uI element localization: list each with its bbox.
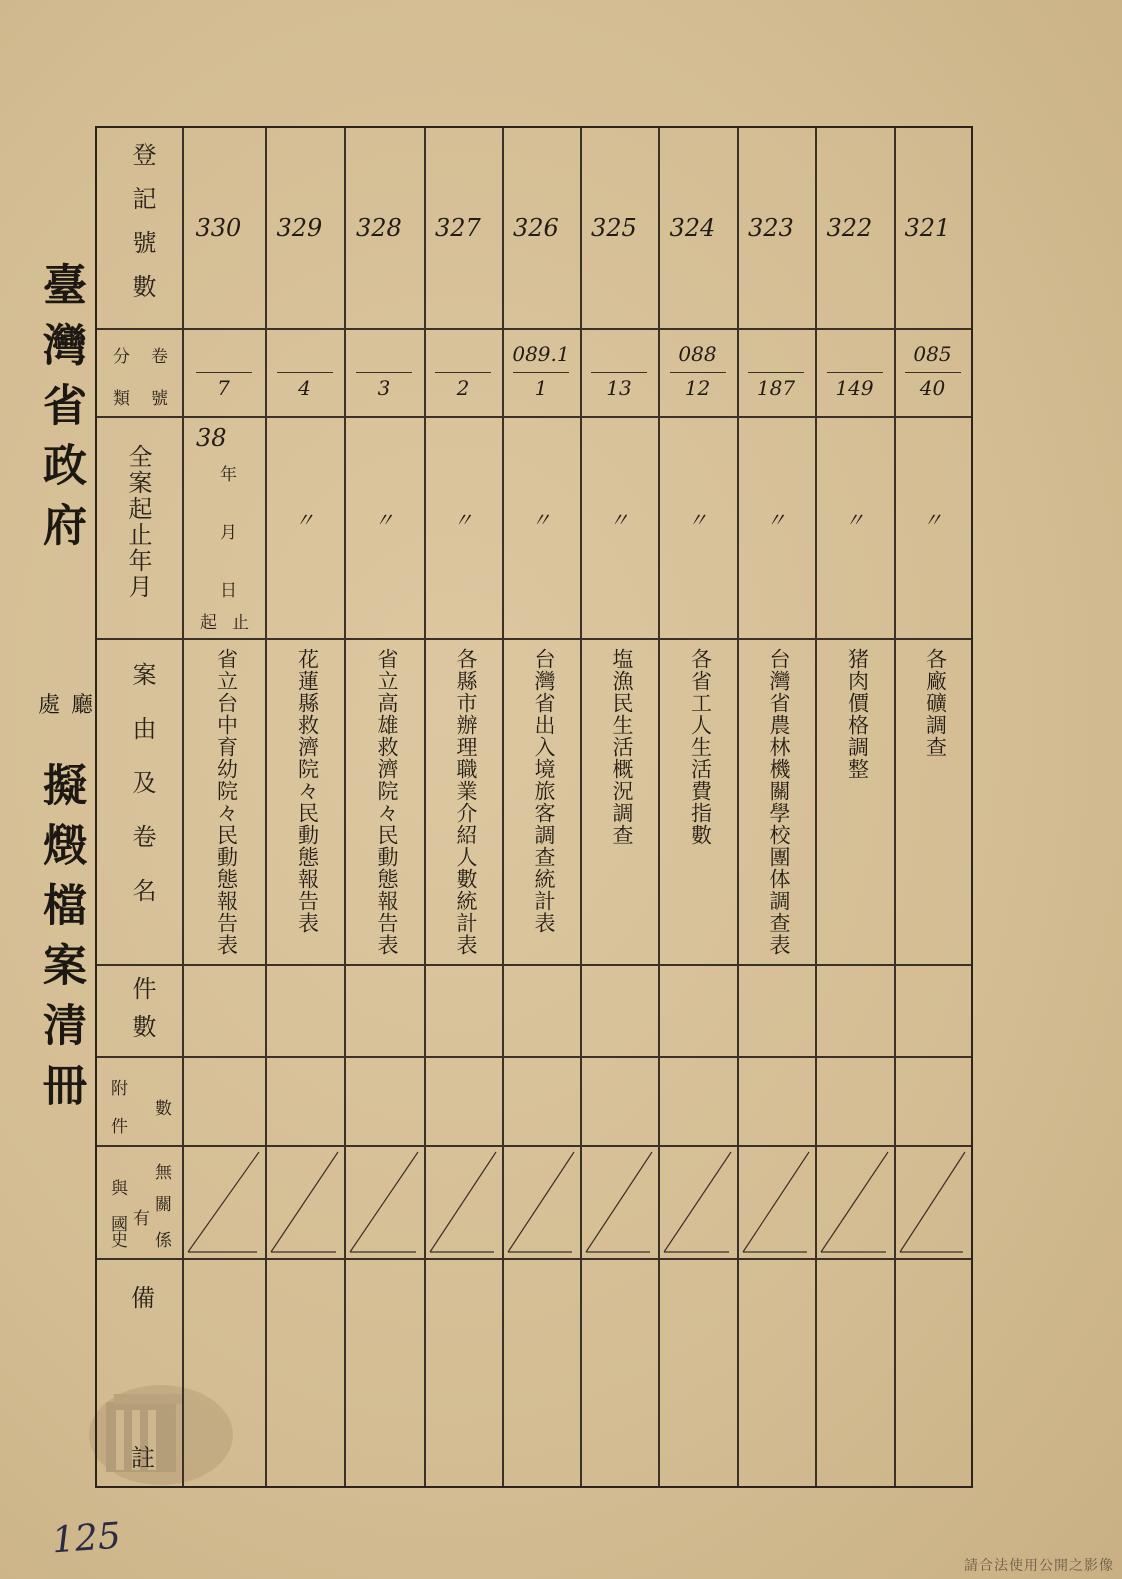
period-ditto: 〃 bbox=[374, 508, 394, 532]
period-ditto: 〃 bbox=[453, 508, 473, 532]
document-subtitle: 擬燬檔案清冊 bbox=[35, 762, 86, 1122]
period-ditto: 〃 bbox=[609, 508, 629, 532]
history-slash bbox=[350, 1152, 418, 1252]
header-count: 件數 bbox=[128, 976, 156, 1052]
class-code-top: 089.1 bbox=[512, 342, 570, 366]
usage-watermark: 請合法使用公開之影像 bbox=[964, 1558, 1114, 1574]
header-class-top-right: 卷 bbox=[151, 347, 168, 367]
class-code-bottom: 12 bbox=[684, 376, 711, 400]
history-slash bbox=[664, 1152, 731, 1252]
history-slash bbox=[900, 1152, 965, 1252]
history-slash bbox=[430, 1152, 496, 1252]
header-hist-6: 係 bbox=[155, 1231, 172, 1251]
header-class-top-left: 分 bbox=[113, 347, 130, 367]
class-code-top: 085 bbox=[913, 342, 952, 366]
class-code-top: 088 bbox=[678, 342, 717, 366]
period-ditto: 〃 bbox=[922, 508, 943, 532]
registration-number: 329 bbox=[276, 214, 323, 242]
registration-number: 328 bbox=[356, 214, 402, 242]
header-hist-2: 與 bbox=[111, 1179, 128, 1199]
history-slash bbox=[743, 1152, 809, 1252]
header-hist-3: 關 bbox=[155, 1195, 172, 1215]
period-ditto: 〃 bbox=[687, 508, 708, 532]
case-title: 各縣市辦理職業介紹人數統計表 bbox=[454, 648, 478, 956]
header-remark-1: 備 bbox=[131, 1284, 155, 1312]
case-title: 省立台中育幼院々民動態報告表 bbox=[214, 648, 239, 956]
registration-number: 330 bbox=[195, 214, 242, 242]
register-table bbox=[95, 126, 973, 1488]
header-class-bot-left: 類 bbox=[113, 389, 130, 409]
period-end-label: 止 bbox=[232, 613, 249, 633]
period-month-label: 月 bbox=[220, 523, 237, 543]
header-attach-a: 附 bbox=[111, 1079, 128, 1099]
header-period: 全案起止年月 bbox=[124, 444, 152, 600]
class-code-bottom: 3 bbox=[377, 376, 391, 400]
class-code-bottom: 13 bbox=[606, 376, 632, 400]
registration-number: 325 bbox=[591, 214, 637, 242]
period-ditto: 〃 bbox=[844, 508, 865, 532]
period-ditto: 〃 bbox=[766, 508, 786, 532]
history-slash bbox=[821, 1152, 888, 1252]
case-title: 省立高雄救濟院々民動態報告表 bbox=[375, 648, 399, 956]
period-start-label: 起 bbox=[200, 613, 217, 633]
case-title: 各省工人生活費指數 bbox=[688, 648, 713, 846]
class-code-bottom: 2 bbox=[456, 376, 470, 400]
header-class-bot-right: 號 bbox=[151, 389, 168, 409]
period-day-label: 日 bbox=[220, 581, 237, 601]
registration-number: 327 bbox=[435, 214, 481, 242]
registration-number: 321 bbox=[904, 214, 951, 242]
registration-number: 324 bbox=[669, 214, 716, 242]
period-year-value: 38 bbox=[196, 424, 227, 452]
page-number: 125 bbox=[50, 1515, 123, 1562]
period-ditto: 〃 bbox=[531, 508, 551, 532]
registration-number: 323 bbox=[748, 214, 794, 242]
history-slash bbox=[586, 1152, 652, 1252]
registration-number: 326 bbox=[513, 214, 559, 242]
history-slash bbox=[271, 1152, 338, 1252]
header-attach-c: 數 bbox=[155, 1099, 172, 1119]
class-code-bottom: 4 bbox=[298, 376, 311, 400]
class-code-bottom: 187 bbox=[756, 376, 796, 400]
header-registration-number: 登記號數 bbox=[128, 142, 156, 318]
case-title: 台灣省出入境旅客調查統計表 bbox=[532, 648, 556, 934]
department-label: 處 廳 bbox=[38, 693, 95, 718]
period-ditto: 〃 bbox=[294, 508, 315, 532]
header-remark-2: 註 bbox=[131, 1444, 155, 1472]
class-code-bottom: 7 bbox=[217, 376, 230, 400]
case-title: 花蓮縣救濟院々民動態報告表 bbox=[295, 648, 320, 934]
case-title: 猪肉價格調整 bbox=[845, 648, 870, 780]
case-title: 各廠礦調查 bbox=[923, 648, 948, 758]
registration-number: 322 bbox=[826, 214, 873, 242]
header-hist-1: 無 bbox=[155, 1163, 172, 1183]
class-code-bottom: 40 bbox=[919, 376, 946, 400]
history-slash bbox=[188, 1152, 259, 1252]
class-code-bottom: 1 bbox=[534, 376, 548, 400]
document-title: 臺灣省政府 bbox=[35, 262, 86, 562]
header-hist-5: 國 bbox=[111, 1215, 128, 1235]
case-title: 塩漁民生活概況調查 bbox=[610, 648, 634, 846]
class-code-bottom: 149 bbox=[835, 376, 874, 400]
header-hist-7: 史 bbox=[111, 1231, 128, 1251]
history-row-slashes bbox=[97, 128, 971, 1486]
case-title: 台灣省農林機關學校團体調查表 bbox=[767, 648, 791, 956]
header-case: 案由及卷名 bbox=[128, 662, 156, 932]
header-hist-4: 有 bbox=[133, 1209, 150, 1229]
period-year-label: 年 bbox=[220, 465, 237, 485]
header-attach-b: 件 bbox=[111, 1117, 128, 1137]
history-slash bbox=[508, 1152, 574, 1252]
